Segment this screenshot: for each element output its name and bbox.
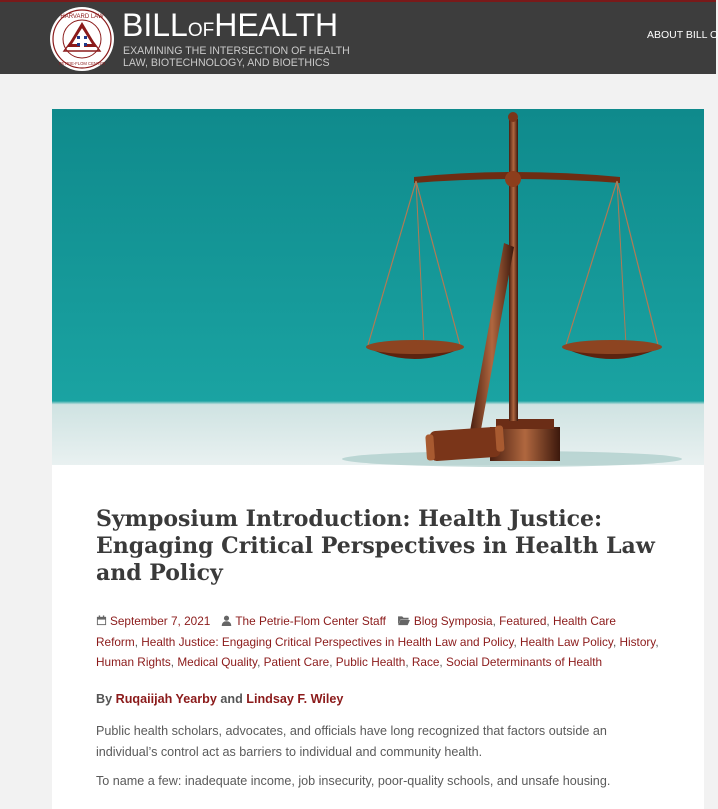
site-tagline-line1: EXAMINING THE INTERSECTION OF HEALTH [123, 45, 350, 57]
site-title[interactable] [122, 7, 338, 49]
category-link[interactable]: Patient Care [263, 655, 330, 669]
category-link[interactable]: Public Health [335, 655, 406, 669]
article-meta: September 7, 2021 The Petrie-Flom Center Staff Blog Symposia, Featured, Health Care Reform, Health Justice: Engaging Critical Perspectives in Health Law and Policy, Health Law Policy, History, Human Rights, Medical Quality, Patient Care, Public Health, Race, Social Determinants of Health [96, 614, 659, 669]
harvard-law-seal-logo[interactable] [50, 7, 114, 71]
category-link[interactable]: Health Law Policy [520, 634, 613, 649]
site-tagline-line2: LAW, BIOTECHNOLOGY, AND BIOETHICS [123, 57, 330, 69]
category-link[interactable]: Blog Symposia [413, 614, 493, 628]
folder-open-icon [397, 615, 411, 626]
article-card [52, 109, 704, 809]
nav-about-link[interactable]: ABOUT BILL O [647, 29, 718, 41]
author-link[interactable]: Ruqaiijah Yearby [115, 692, 217, 706]
calendar-icon [96, 615, 107, 626]
category-link[interactable]: Featured [499, 614, 547, 628]
article-title[interactable]: Symposium Introduction: Health Justice: Engaging Critical Perspectives in Health Law and Policy [96, 506, 655, 586]
article-paragraph: Public health scholars, advocates, and officials have long recognized that factors outside an individual’s control act as barriers to individual and community health. [96, 724, 607, 759]
post-author-link[interactable]: The Petrie-Flom Center Staff [235, 614, 386, 628]
category-link[interactable]: Social Determinants of Health [445, 655, 603, 669]
site-title-health: HEALTH [214, 7, 339, 43]
post-date[interactable]: September 7, 2021 [110, 614, 211, 628]
category-link[interactable]: Human Rights [96, 655, 171, 669]
seal-text-top: HARVARD LAW [60, 14, 104, 20]
site-title-of: OF [187, 20, 215, 41]
site-header [0, 0, 716, 74]
category-link[interactable]: Health Care Reform [96, 614, 616, 649]
seal-text-bottom: PETRIE-FLOM CENTER [58, 61, 106, 66]
category-link[interactable]: History [619, 634, 656, 649]
article-paragraph: To name a few: inadequate income, job insecurity, poor-quality schools, and unsafe housing. [96, 774, 611, 788]
byline-by: By [96, 692, 113, 706]
author-link[interactable]: Lindsay F. Wiley [246, 692, 344, 706]
category-link[interactable]: Medical Quality [177, 655, 258, 669]
category-link[interactable]: Health Justice: Engaging Critical Perspectives in Health Law and Policy [141, 634, 514, 649]
scales-of-justice-image [52, 109, 704, 465]
article-byline [96, 692, 343, 706]
user-icon [221, 615, 232, 626]
byline-and: and [220, 692, 243, 706]
category-link[interactable]: Race [411, 655, 440, 669]
site-title-bill: BILL [122, 7, 188, 43]
seal-icon [50, 7, 114, 71]
hero-image [52, 109, 704, 465]
